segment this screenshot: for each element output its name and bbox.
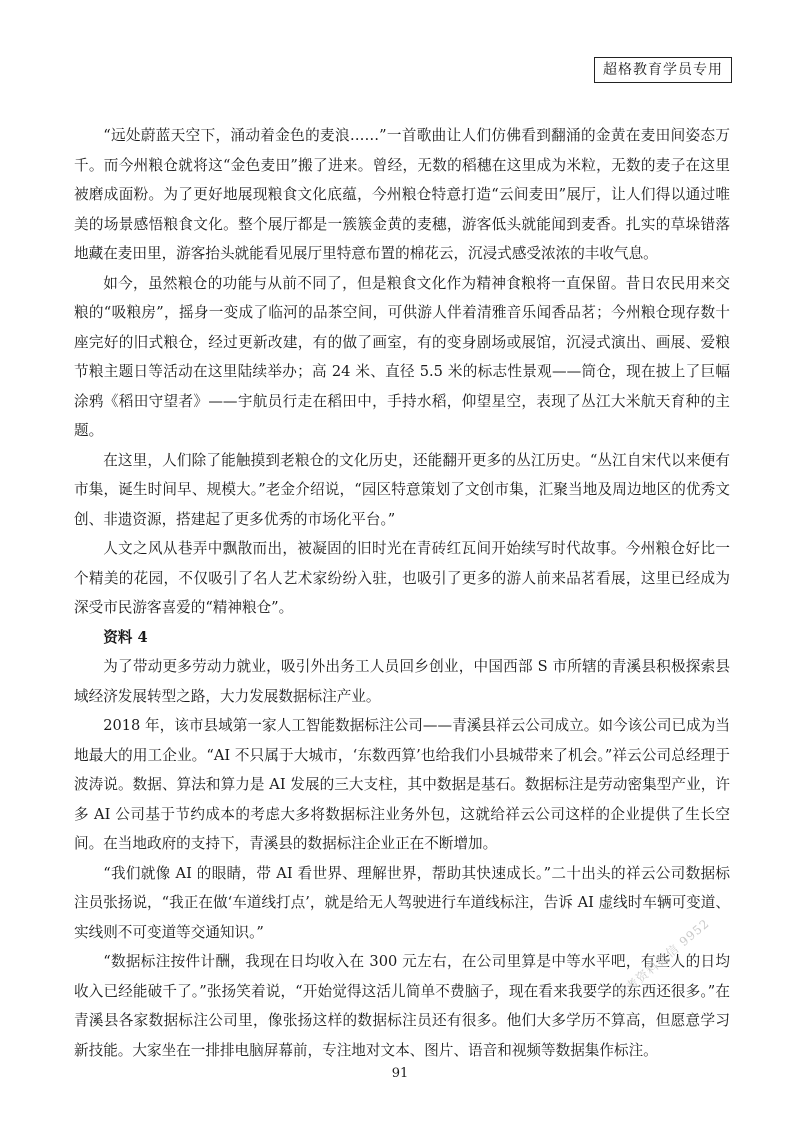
watermark: 公考资料微信 9952	[613, 916, 713, 1003]
page-number: 91	[391, 1066, 409, 1081]
section-title: 资料 4	[103, 628, 148, 646]
paragraph-5: 为了带动更多劳动力就业，吸引外出务工人员回乡创业，中国西部 S 市所辖的青溪县积极探索县域经济发展转型之路，大力发展数据标注产业。	[74, 658, 730, 705]
paragraph-6: 2018 年，该市县域第一家人工智能数据标注公司——青溪县祥云公司成立。如今该公司已成为当地最大的用工企业。“AI 不只属于大城市，‘东数西算’也给我们小县城带来了机会。”祥云公司总经理于波涛说。数据、算法和算力是 AI 发展的三大支柱，其中数据是基石。数据标注是劳动密集型产业，许多 AI 公司基于节约成本的考虑大多将数据标注业务外包，这就给祥云公司这样的企业提供了生长空间。在当地政府的支持下，青溪县的数据标注企业正在不断增加。	[74, 717, 730, 852]
paragraph-8: “数据标注按件计酬，我现在日均收入在 300 元左右，在公司里算是中等水平吧，有些人的日均收入已经能破千了。”张扬笑着说，“开始觉得这活儿简单不费脑子，现在看来我要学的东西还很多。”在青溪县各家数据标注公司里，像张扬这样的数据标注员还有很多。他们大多学历不算高，但愿意学习新技能。大家坐在一排排电脑屏幕前，专注地对文本、图片、语音和视频等数据集作标注。	[74, 953, 730, 1059]
paragraph-3: 在这里，人们除了能触摸到老粮仓的文化历史，还能翻开更多的丛江历史。“丛江自宋代以来便有市集，诞生时间早、规模大。”老金介绍说，“园区特意策划了文创市集，汇聚当地及周边地区的优秀文创、非遗资源，搭建起了更多优秀的市场化平台。”	[74, 451, 730, 528]
paragraph-7: “我们就像 AI 的眼睛，带 AI 看世界、理解世界，帮助其快速成长。”二十出头的祥云公司数据标注员张扬说，“我正在做‘车道线打点’，就是给无人驾驶进行车道线标注，告诉 AI 虚线时车辆可变道、实线则不可变道等交通知识。”	[74, 864, 730, 941]
paragraph-1: “远处蔚蓝天空下，涌动着金色的麦浪……”一首歌曲让人们仿佛看到翻涌的金黄在麦田间姿态万千。而今州粮仓就将这“金色麦田”搬了进来。曾经，无数的稻穗在这里成为米粒，无数的麦子在这里被磨成面粉。为了更好地展现粮食文化底蕴，今州粮仓特意打造“云间麦田”展厅，让人们得以通过唯美的场景感悟粮食文化。整个展厅都是一簇簇金黄的麦穗，游客低头就能闻到麦香。扎实的草垛错落地藏在麦田里，游客抬头就能看见展厅里特意布置的棉花云，沉浸式感受浓浓的丰收气息。	[74, 127, 730, 262]
paragraph-2: 如今，虽然粮仓的功能与从前不同了，但是粮食文化作为精神食粮将一直保留。昔日农民用来交粮的“吸粮房”，摇身一变成了临河的品茶空间，可供游人伴着清雅音乐闻香品茗；今州粮仓现存数十座完好的旧式粮仓，经过更新改建，有的做了画室，有的变身剧场或展馆，沉浸式演出、画展、爱粮节粮主题日等活动在这里陆续举办；高 24 米、直径 5.5 米的标志性景观——筒仓，现在披上了巨幅涂鸦《稻田守望者》——宇航员行走在稻田中，手持水稻，仰望星空，表现了丛江大米航天育种的主题。	[74, 274, 730, 439]
paragraph-4: 人文之风从巷弄中飘散而出，被凝固的旧时光在青砖红瓦间开始续写时代故事。今州粮仓好比一个精美的花园，不仅吸引了名人艺术家纷纷入驻，也吸引了更多的游人前来品茗看展，这里已经成为深受市民游客喜爱的“精神粮仓”。	[74, 540, 730, 616]
header-badge: 超格教育学员专用	[594, 57, 732, 83]
document-body	[74, 121, 730, 1065]
